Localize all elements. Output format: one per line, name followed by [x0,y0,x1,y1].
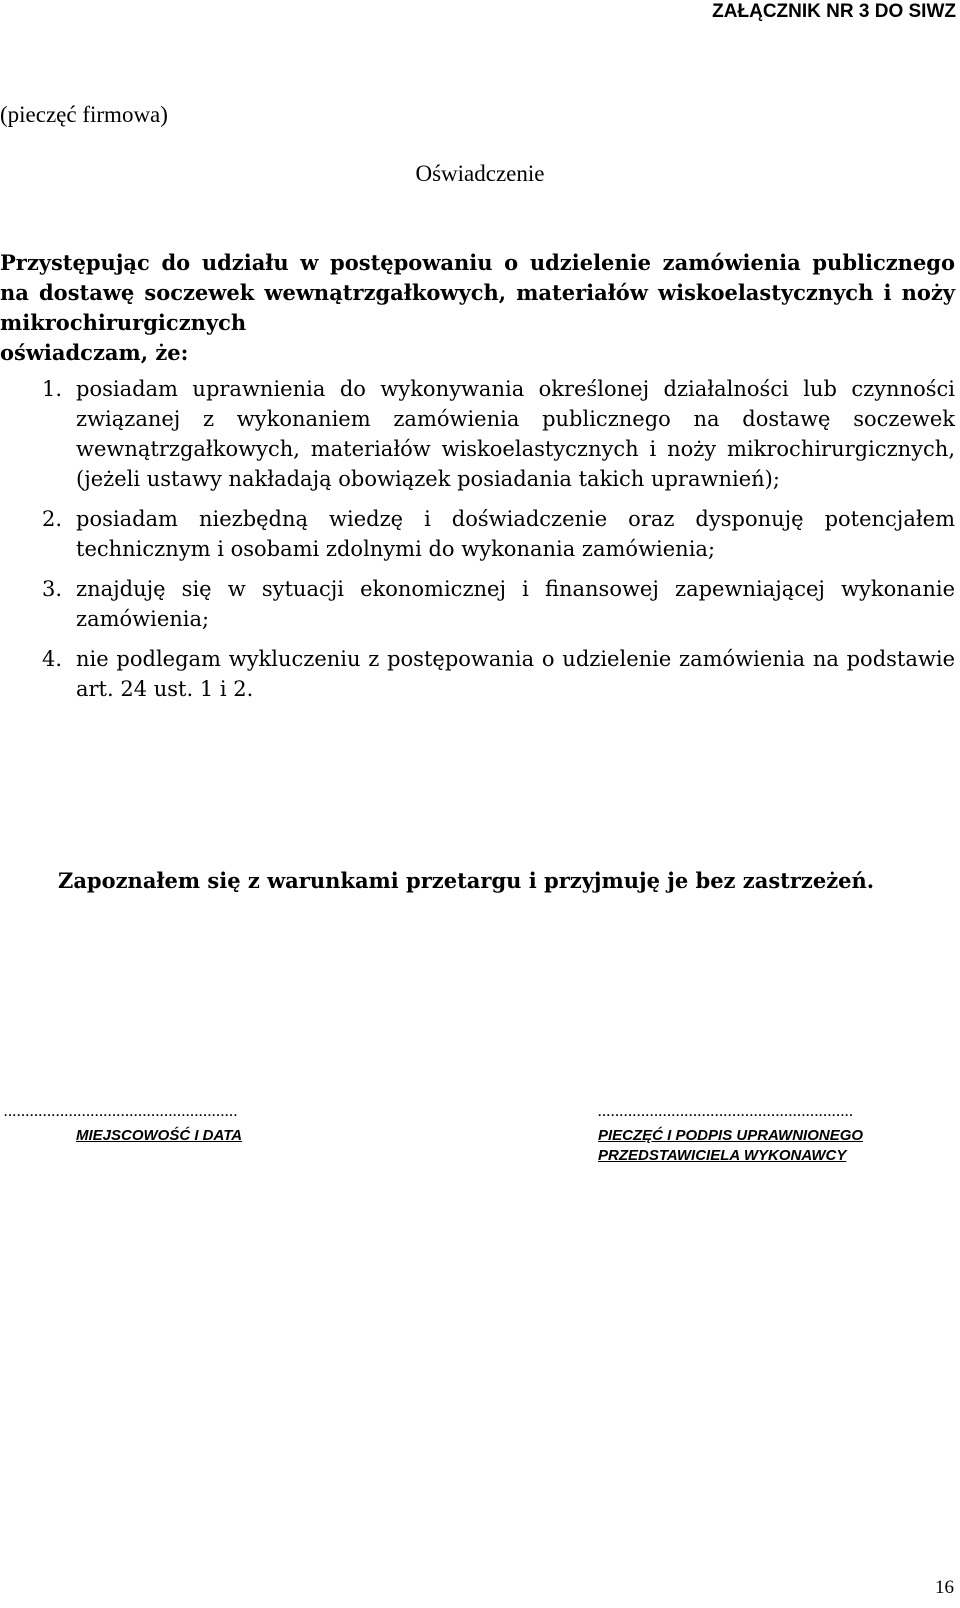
company-stamp-label: (pieczęć firmowa) [0,102,168,127]
declaration-number: 2. [42,507,63,531]
place-date-signature-line: ...................................................... [4,1105,239,1119]
declaration-number: 4. [42,647,63,671]
intro-main-text: Przystępując do udziału w postępowaniu o udzielenie zamówienia publicznego na dostawę soczewek wewnątrzgałkowych, materiałów wiskoelastycznych i noży mikrochirurgicznych [0,250,955,335]
acceptance-statement: Zapoznałem się z warunkami przetargu i przyjmuję je bez zastrzeżeń. [58,868,875,893]
declaration-item [42,504,955,564]
stamp-signature-label-line2: PRZEDSTAWICIELA WYKONAWCY [598,1147,847,1164]
declaration-item [42,374,955,494]
declarations-list [0,374,955,714]
declaration-text: znajduję się w sytuacji ekonomicznej i finansowej zapewniającej wykonanie zamówienia; [76,577,955,631]
declaration-text: posiadam uprawnienia do wykonywania określonej działalności lub czynności związanej z wykonaniem zamówienia publicznego na dostawę soczewek wewnątrzgałkowych, materiałów wiskoelastycznych i noży mikrochirurgicznych, (jeżeli ustawy nakładają obowiązek posiadania takich uprawnień); [76,377,955,491]
page-number: 16 [935,1577,954,1598]
declaration-item [42,574,955,634]
annex-heading: ZAŁĄCZNIK NR 3 DO SIWZ [712,1,956,22]
intro-paragraph [0,248,955,368]
declaration-item [42,644,955,704]
stamp-signature-line: ........................................................... [598,1105,854,1119]
stamp-signature-label-line1: PIECZĘĆ I PODPIS UPRAWNIONEGO [598,1127,864,1144]
intro-tail-text: oświadczam, że: [0,340,189,365]
declaration-text: posiadam niezbędną wiedzę i doświadczenie oraz dysponuję potencjałem technicznym i osobami zdolnymi do wykonania zamówienia; [76,507,955,561]
document-title: Oświadczenie [415,161,545,186]
declaration-number: 3. [42,577,63,601]
declaration-text: nie podlegam wykluczeniu z postępowania o udzielenie zamówienia na podstawie art. 24 ust. 1 i 2. [76,647,955,701]
place-date-label: MIEJSCOWOŚĆ I DATA [76,1127,243,1144]
declaration-number: 1. [42,377,63,401]
